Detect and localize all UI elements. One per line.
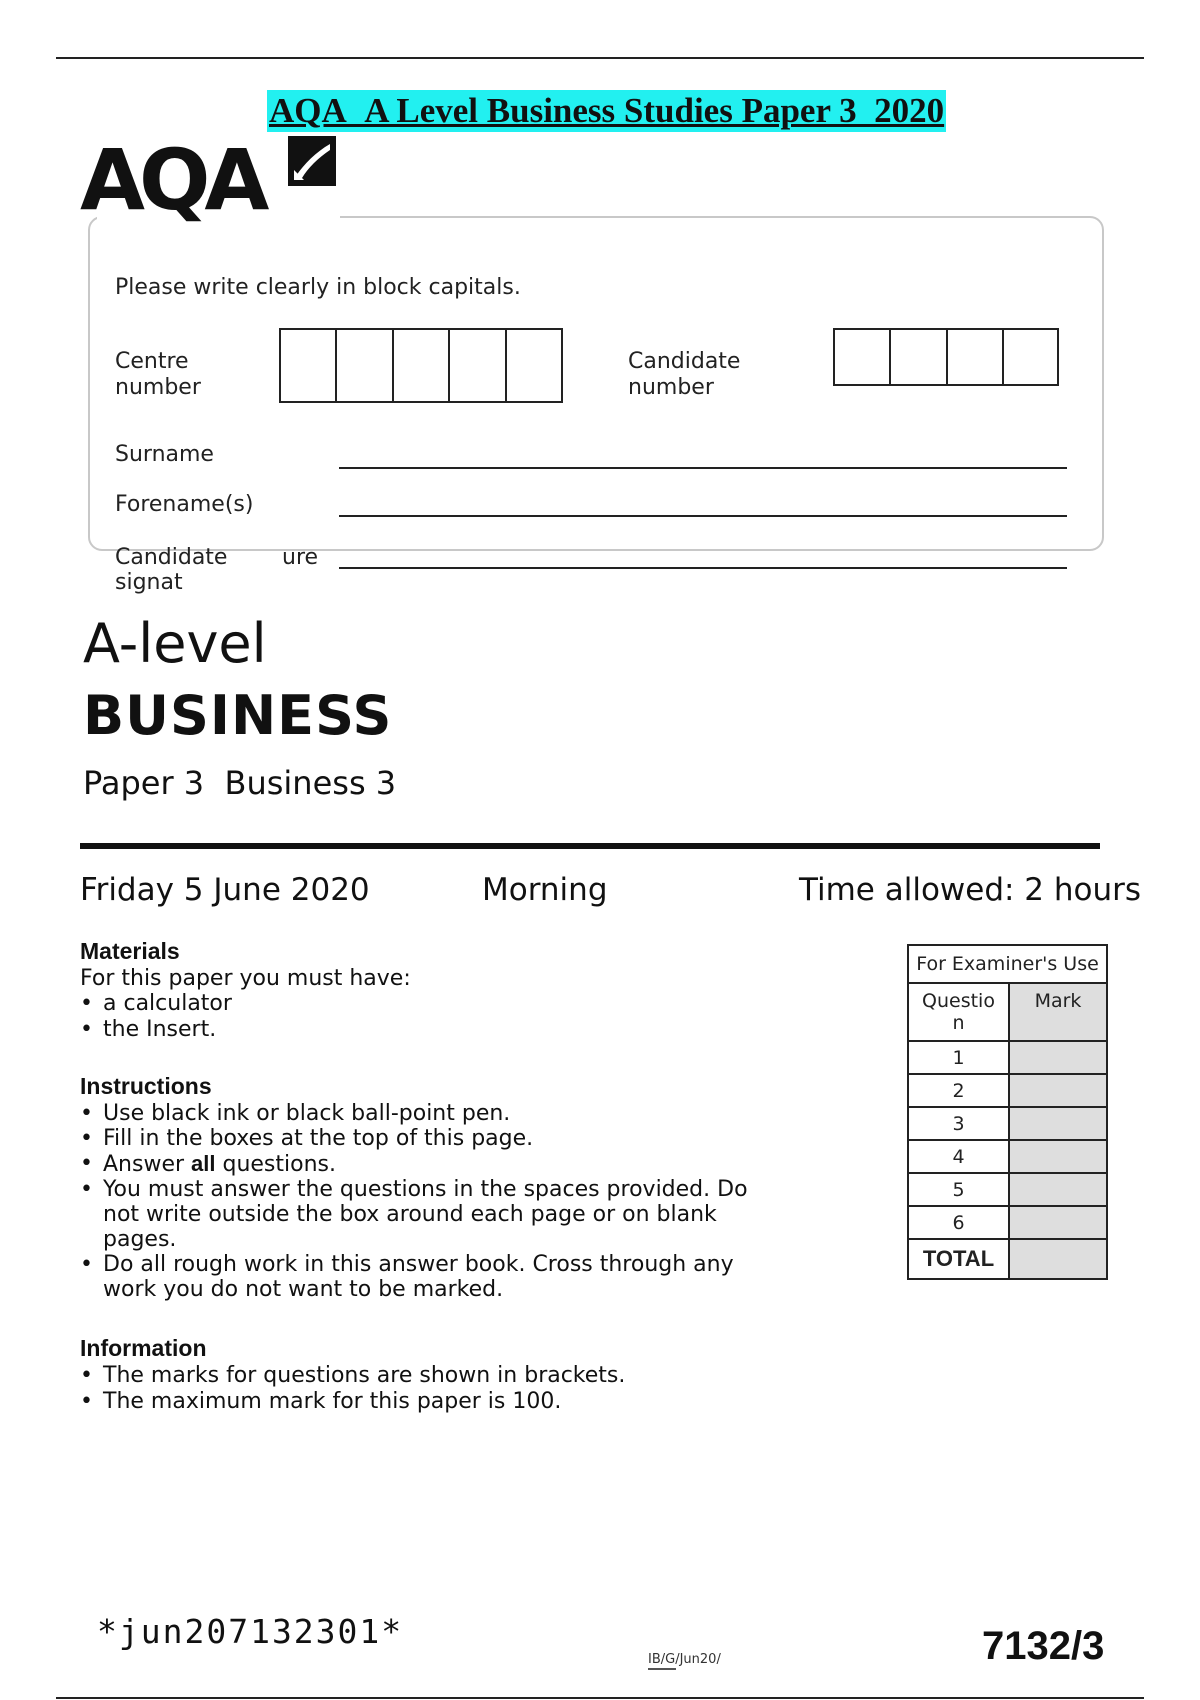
paper-code: 7132/3	[982, 1624, 1105, 1668]
examiners-use-table	[907, 944, 1108, 1280]
surname-field[interactable]	[339, 467, 1067, 469]
question-number: 6	[908, 1206, 1009, 1239]
barcode-text: *jun207132301*	[97, 1612, 404, 1651]
candidate-number-label: Candidate number	[628, 349, 741, 400]
signature-label-suffix: ure	[282, 545, 319, 570]
information-item: • The marks for questions are shown in brackets.	[80, 1363, 780, 1389]
instruction-emphasis: all	[191, 1151, 216, 1176]
materials-intro: For this paper you must have:	[80, 966, 411, 991]
mark-column-header: Mark	[1009, 983, 1107, 1041]
candidate-digit-box[interactable]	[833, 328, 891, 386]
centre-digit-box[interactable]	[279, 328, 337, 403]
centre-number-label: Centre number	[115, 349, 201, 400]
section-divider	[80, 843, 1100, 849]
materials-list	[80, 991, 780, 1043]
reference-underline	[648, 1668, 676, 1670]
mark-cell	[1009, 1041, 1107, 1074]
instruction-item	[80, 1151, 780, 1177]
instruction-item: • Use black ink or black ball-point pen.	[80, 1101, 780, 1126]
qualification-level: A-level	[83, 612, 267, 675]
document-title-banner: AQA_A Level Business Studies Paper 3_2020	[269, 91, 945, 130]
question-column-header: Questio n	[908, 983, 1009, 1041]
materials-item: • a calculator	[80, 991, 780, 1017]
candidate-digit-box[interactable]	[889, 328, 948, 386]
question-number: 5	[908, 1173, 1009, 1206]
materials-item: • the Insert.	[80, 1017, 780, 1043]
question-number: 1	[908, 1041, 1009, 1074]
mark-cell	[1009, 1173, 1107, 1206]
time-allowed: Time allowed: 2 hours	[799, 872, 1142, 908]
aqa-logo-text: AQA	[80, 131, 264, 229]
instruction-text: Answer	[103, 1152, 192, 1177]
signature-field[interactable]	[339, 567, 1067, 569]
examiners-use-heading: For Examiner's Use	[908, 945, 1107, 983]
forenames-field[interactable]	[339, 515, 1067, 517]
forenames-label: Forename(s)	[115, 492, 254, 517]
centre-digit-box[interactable]	[448, 328, 507, 403]
centre-digit-box[interactable]	[505, 328, 563, 403]
surname-label: Surname	[115, 442, 214, 467]
aqa-logo	[80, 130, 350, 229]
instructions-heading: Instructions	[80, 1073, 212, 1099]
exam-date: Friday 5 June 2020	[80, 872, 370, 908]
document-reference: IB/G/Jun20/	[648, 1652, 721, 1667]
instruction-item: • Do all rough work in this answer book. Cross through any work you do not want to be marked.	[80, 1252, 780, 1302]
bottom-rule	[56, 1697, 1144, 1699]
aqa-logo-mark-icon	[282, 132, 340, 190]
total-mark-cell	[1009, 1239, 1107, 1279]
total-label: TOTAL	[908, 1239, 1009, 1279]
instructions-list	[80, 1101, 780, 1302]
mark-cell	[1009, 1107, 1107, 1140]
subject-title: BUSINESS	[83, 684, 393, 747]
mark-cell	[1009, 1074, 1107, 1107]
block-capitals-instruction: Please write clearly in block capitals.	[115, 275, 521, 300]
top-rule	[56, 57, 1144, 59]
paper-title: Paper 3 Business 3	[83, 764, 397, 802]
materials-heading: Materials	[80, 938, 180, 964]
question-number: 4	[908, 1140, 1009, 1173]
centre-digit-box[interactable]	[335, 328, 394, 403]
information-heading: Information	[80, 1335, 207, 1361]
mark-cell	[1009, 1206, 1107, 1239]
instruction-text: questions.	[215, 1152, 336, 1177]
candidate-digit-box[interactable]	[1002, 328, 1059, 386]
question-number: 2	[908, 1074, 1009, 1107]
question-number: 3	[908, 1107, 1009, 1140]
exam-session: Morning	[482, 872, 608, 908]
instruction-item: • Fill in the boxes at the top of this page.	[80, 1126, 780, 1151]
instruction-item: • You must answer the questions in the spaces provided. Do not write outside the box around each page or on blank pages.	[80, 1177, 780, 1252]
information-list	[80, 1363, 780, 1415]
signature-label: Candidate signat	[115, 545, 228, 595]
centre-digit-box[interactable]	[392, 328, 450, 403]
mark-cell	[1009, 1140, 1107, 1173]
candidate-digit-box[interactable]	[946, 328, 1004, 386]
candidate-number-boxes[interactable]	[835, 328, 1059, 386]
centre-number-boxes[interactable]	[281, 328, 563, 403]
information-item: • The maximum mark for this paper is 100.	[80, 1389, 780, 1415]
